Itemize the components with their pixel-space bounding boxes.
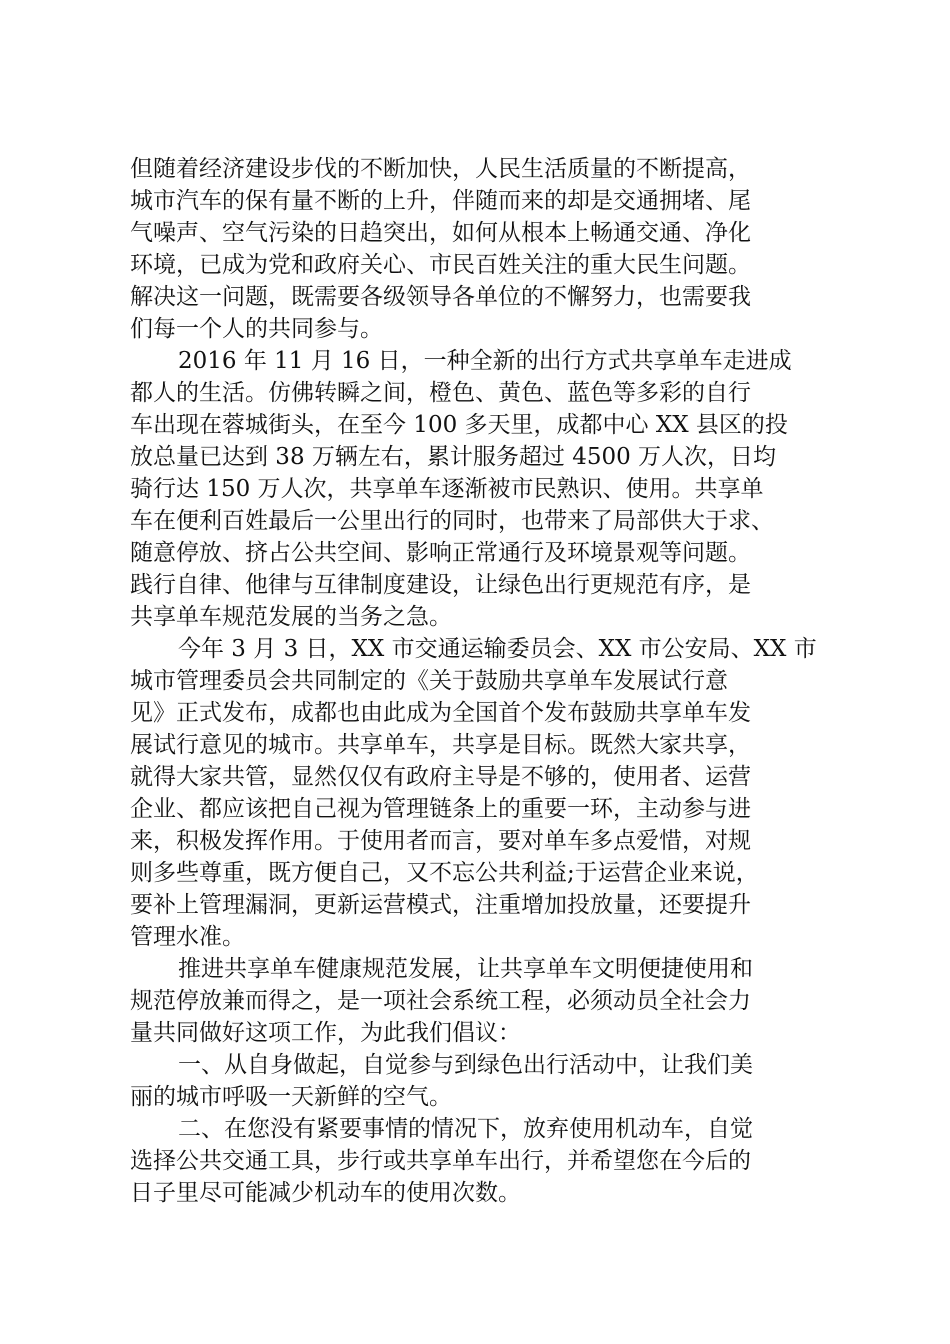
- text-line: 展试行意见的城市。共享单车，共享是目标。既然大家共享，: [130, 732, 751, 758]
- text-line: 二、在您没有紧要事情的情况下，放弃使用机动车，自觉: [178, 1116, 753, 1142]
- text-line: 2016 年 11 月 16 日，一种全新的出行方式共享单车走进成: [178, 348, 792, 374]
- text-line: 践行自律、他律与互律制度建设，让绿色出行更规范有序，是: [130, 572, 751, 598]
- text-line: 来，积极发挥作用。于使用者而言，要对单车多点爱惜，对规: [130, 828, 751, 854]
- document-body: [130, 153, 830, 1209]
- text-line: 车在便利百姓最后一公里出行的同时，也带来了局部供大于求、: [130, 508, 774, 534]
- text-line: 解决这一问题，既需要各级领导各单位的不懈努力，也需要我: [130, 284, 751, 310]
- text-line: 要补上管理漏洞，更新运营模式，注重增加投放量，还要提升: [130, 892, 751, 918]
- text-line: 量共同做好这项工作，为此我们倡议：: [130, 1020, 521, 1046]
- text-line: 规范停放兼而得之，是一项社会系统工程，必须动员全社会力: [130, 988, 751, 1014]
- text-line: 车出现在蓉城街头，在至今 100 多天里，成都中心 XX 县区的投: [130, 412, 788, 438]
- text-line: 骑行达 150 万人次，共享单车逐渐被市民熟识、使用。共享单: [130, 476, 764, 502]
- text-line: 选择公共交通工具，步行或共享单车出行，并希望您在今后的: [130, 1148, 751, 1174]
- text-line: 一、从自身做起，自觉参与到绿色出行活动中，让我们美: [178, 1052, 753, 1078]
- text-line: 日子里尽可能减少机动车的使用次数。: [130, 1180, 521, 1206]
- text-line: 放总量已达到 38 万辆左右，累计服务超过 4500 万人次，日均: [130, 444, 777, 470]
- text-line: 管理水准。: [130, 924, 245, 950]
- text-line: 环境，已成为党和政府关心、市民百姓关注的重大民生问题。: [130, 252, 751, 278]
- text-line: 推进共享单车健康规范发展，让共享单车文明便捷使用和: [178, 956, 753, 982]
- text-line: 则多些尊重，既方便自己，又不忘公共利益;于运营企业来说，: [130, 860, 759, 886]
- text-line: 今年 3 月 3 日，XX 市交通运输委员会、XX 市公安局、XX 市: [178, 636, 817, 662]
- text-line: 城市汽车的保有量不断的上升，伴随而来的却是交通拥堵、尾: [130, 188, 751, 214]
- text-line: 城市管理委员会共同制定的《关于鼓励共享单车发展试行意: [130, 668, 728, 694]
- text-line: 们每一个人的共同参与。: [130, 316, 383, 342]
- text-line: 气噪声、空气污染的日趋突出，如何从根本上畅通交通、净化: [130, 220, 751, 246]
- text-line: 随意停放、挤占公共空间、影响正常通行及环境景观等问题。: [130, 540, 751, 566]
- text-line: 就得大家共管，显然仅仅有政府主导是不够的，使用者、运营: [130, 764, 751, 790]
- text-line: 都人的生活。仿佛转瞬之间，橙色、黄色、蓝色等多彩的自行: [130, 380, 751, 406]
- text-line: 共享单车规范发展的当务之急。: [130, 604, 452, 630]
- text-line: 丽的城市呼吸一天新鲜的空气。: [130, 1084, 452, 1110]
- text-line: 企业、都应该把自己视为管理链条上的重要一环，主动参与进: [130, 796, 751, 822]
- text-line: 见》正式发布，成都也由此成为全国首个发布鼓励共享单车发: [130, 700, 751, 726]
- text-line: 但随着经济建设步伐的不断加快，人民生活质量的不断提高，: [130, 156, 751, 182]
